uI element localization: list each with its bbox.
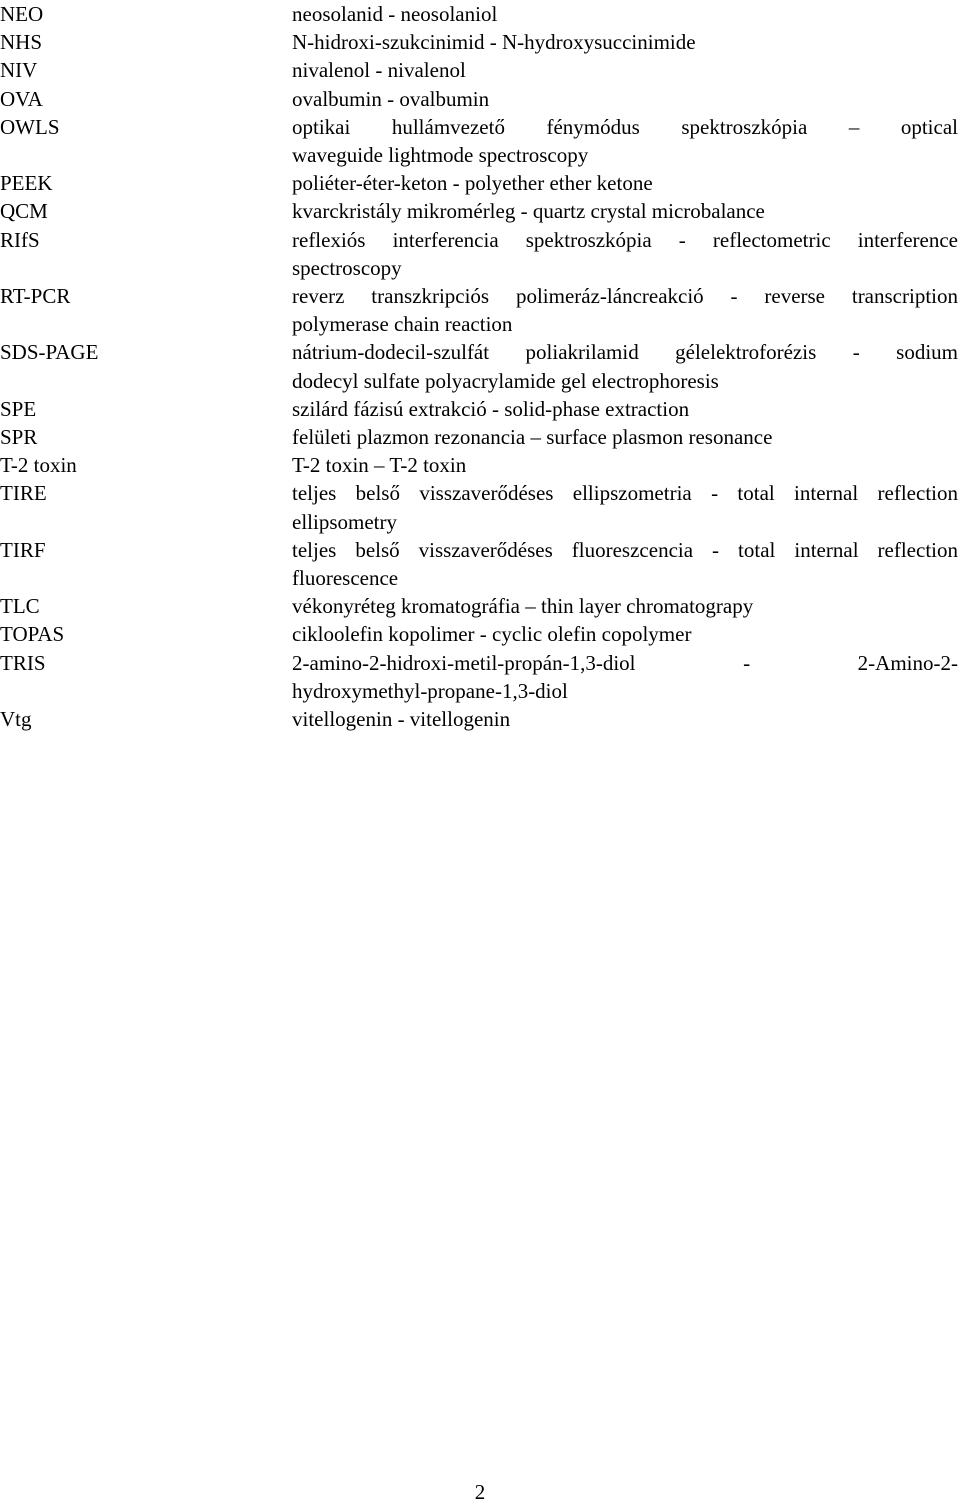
definition xyxy=(292,705,960,733)
abbreviation: TOPAS xyxy=(0,622,65,647)
abbreviation-list xyxy=(0,0,960,733)
definition-line: N-hidroxi-szukcinimid - N-hydroxysuccinimide xyxy=(292,30,696,55)
definition-line: dodecyl sulfate polyacrylamide gel electrophoresis xyxy=(292,368,719,393)
definition-line: vékonyréteg kromatográfia – thin layer chromatograpy xyxy=(292,594,754,619)
abbreviation: SPE xyxy=(0,396,37,421)
definition-line: polymerase chain reaction xyxy=(292,312,513,337)
definition-line: neosolanid - neosolaniol xyxy=(292,2,498,26)
abbreviation-entry xyxy=(0,620,960,648)
definition-line: vitellogenin - vitellogenin xyxy=(292,707,511,732)
definition xyxy=(292,282,960,338)
abbreviation: RT-PCR xyxy=(0,284,71,309)
definition xyxy=(292,592,960,620)
abbreviation-entry xyxy=(0,0,960,28)
definition xyxy=(292,197,960,225)
definition xyxy=(292,620,960,648)
abbreviation: TIRF xyxy=(0,537,46,562)
abbreviation: NIV xyxy=(0,58,38,83)
definition-line: fluorescence xyxy=(292,566,399,591)
definition-line: nátrium-dodecil-szulfát poliakrilamid gélelektroforézis - sodium xyxy=(292,340,958,365)
abbreviation: NHS xyxy=(0,30,43,55)
abbreviation-entry xyxy=(0,592,960,620)
definition-line: ellipsometry xyxy=(292,509,397,534)
definition xyxy=(292,226,960,282)
definition-line: nivalenol - nivalenol xyxy=(292,58,466,83)
definition xyxy=(292,479,960,535)
abbreviation: RIfS xyxy=(0,227,40,252)
definition-line: teljes belső visszaverődéses fluoreszcencia - total internal reflection xyxy=(292,537,958,562)
definition-line: ovalbumin - ovalbumin xyxy=(292,86,490,111)
page-number: 2 xyxy=(474,1480,486,1504)
abbreviation: SPR xyxy=(0,425,38,450)
abbreviation-entry xyxy=(0,423,960,451)
abbreviation: PEEK xyxy=(0,171,53,196)
definition-line: cikloolefin kopolimer - cyclic olefin copolymer xyxy=(292,622,692,647)
definition xyxy=(292,451,960,479)
abbreviation-entry xyxy=(0,169,960,197)
definition-line: optikai hullámvezető fénymódus spektroszkópia – optical xyxy=(292,114,958,139)
abbreviation-entry xyxy=(0,85,960,113)
abbreviation: TIRE xyxy=(0,481,47,506)
abbreviation-entry xyxy=(0,197,960,225)
definition-line: 2-amino-2-hidroxi-metil-propán-1,3-diol - 2-Amino-2- xyxy=(292,650,958,675)
abbreviation: QCM xyxy=(0,199,48,224)
abbreviation-entry xyxy=(0,338,960,394)
abbreviation-entry xyxy=(0,451,960,479)
definition xyxy=(292,113,960,169)
abbreviation-entry xyxy=(0,479,960,535)
definition-line: hydroxymethyl-propane-1,3-diol xyxy=(292,678,568,703)
definition xyxy=(292,169,960,197)
definition xyxy=(292,85,960,113)
definition-line: poliéter-éter-keton - polyether ether ketone xyxy=(292,171,653,196)
abbreviation-entry xyxy=(0,536,960,592)
abbreviation-entry xyxy=(0,226,960,282)
definition-line: T-2 toxin – T-2 toxin xyxy=(292,453,467,478)
definition xyxy=(292,56,960,84)
definition xyxy=(292,0,960,28)
definition-line: szilárd fázisú extrakció - solid-phase extraction xyxy=(292,396,690,421)
abbreviation: OWLS xyxy=(0,114,60,139)
abbreviation: Vtg xyxy=(0,707,32,732)
definition xyxy=(292,338,960,394)
abbreviation: TLC xyxy=(0,594,40,619)
abbreviation-entry xyxy=(0,649,960,705)
abbreviation-entry xyxy=(0,395,960,423)
abbreviation-entry xyxy=(0,28,960,56)
abbreviation-entry xyxy=(0,113,960,169)
definition-line: kvarckristály mikromérleg - quartz crystal microbalance xyxy=(292,199,765,224)
definition xyxy=(292,28,960,56)
abbreviation: NEO xyxy=(0,2,44,26)
abbreviation-entry xyxy=(0,56,960,84)
abbreviation: SDS-PAGE xyxy=(0,340,99,365)
definition-line: reverz transzkripciós polimeráz-láncreakció - reverse transcription xyxy=(292,284,958,309)
definition xyxy=(292,395,960,423)
abbreviation-entry xyxy=(0,705,960,733)
abbreviation: T-2 toxin xyxy=(0,453,77,478)
abbreviation: OVA xyxy=(0,86,43,111)
definition-line: felületi plazmon rezonancia – surface plasmon resonance xyxy=(292,425,773,450)
definition-line: waveguide lightmode spectroscopy xyxy=(292,143,589,168)
abbreviation: TRIS xyxy=(0,650,46,675)
definition-line: spectroscopy xyxy=(292,255,402,280)
definition-line: reflexiós interferencia spektroszkópia - reflectometric interference xyxy=(292,227,958,252)
definition xyxy=(292,649,960,705)
definition xyxy=(292,536,960,592)
definition-line: teljes belső visszaverődéses ellipszometria - total internal reflection xyxy=(292,481,958,506)
definition xyxy=(292,423,960,451)
abbreviation-entry xyxy=(0,282,960,338)
